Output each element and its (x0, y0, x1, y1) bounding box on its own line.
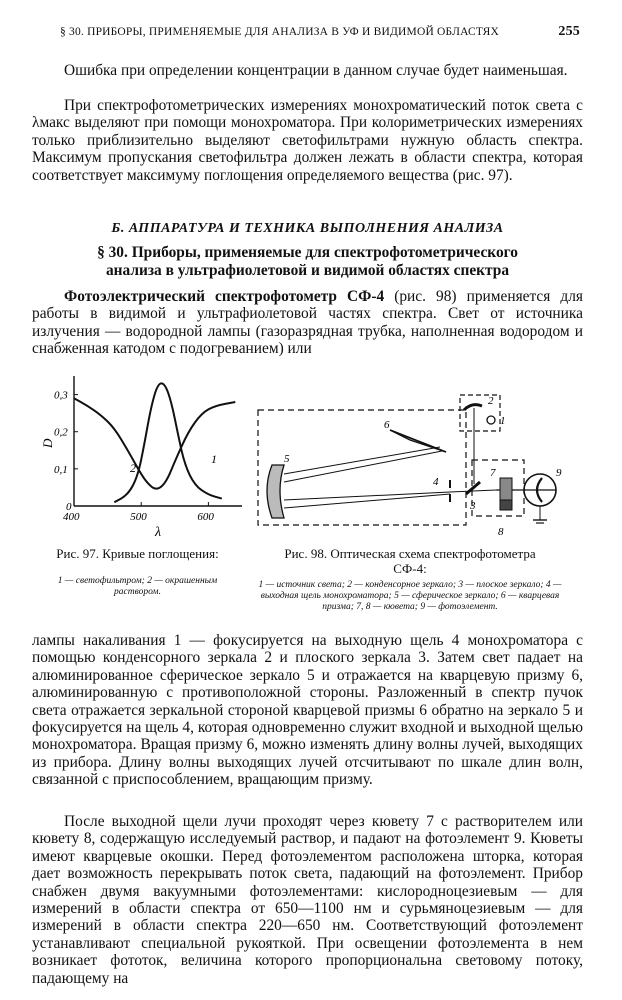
label-9: 9 (556, 467, 562, 479)
instrument-name: Фотоэлектрический спектрофотометр СФ-4 (64, 288, 385, 305)
beam (450, 490, 496, 492)
paragraph-3-text: (рис. 98) применяется для работы в видимой и ультрафиолетовой частях спектра. Свет от источника излучения — водородной лампы (газоразрядная трубка, наполненная водородом и снабженная катодом с подогреванием) или (32, 288, 583, 358)
y-tick-label: 0 (66, 501, 72, 513)
y-tick-label: 0,2 (54, 426, 68, 439)
paragraph-1: Ошибка при определении концентрации в данном случае будет наименьшая. (64, 62, 568, 79)
paragraph-3 (32, 288, 583, 358)
label-2: 2 (488, 395, 494, 407)
x-tick-label: 600 (197, 511, 214, 523)
curve-1-series (74, 398, 235, 488)
figure-98 (250, 390, 570, 620)
cuvette-compartment (472, 460, 524, 516)
label-8: 8 (498, 526, 504, 538)
x-tick-label: 500 (130, 511, 147, 523)
paragraph-5: После выходной щели лучи проходят через кювету 7 с растворителем или кювету 8, содержащую исследуемый раствор, и падают на фотоэлемент 9. Кюветы имеют кварцевые окошки. Перед фотоэлементом расположена шторка, которая дает возможность перекрывать поток света, падающий на фотоэлемент. Прибор снабжен двумя вакуумными фотоэлементами: кислородноцезиевым — для измерений в области спектра от 650—1100 нм и сурьмяноцезиевым — для измерений в области спектра 220—650 нм. Соответствующий фотоэлемент устанавливают специальной рукояткой. При освещении фотоэлемента в нем возникает фототок, величина которого пропорциональна световому потоку, падающему на (32, 813, 583, 987)
plane-mirror-3 (466, 482, 480, 494)
figure-98-caption (250, 546, 570, 576)
optical-scheme-diagram (250, 390, 570, 540)
light-source-1 (487, 416, 495, 424)
label-3: 3 (470, 500, 476, 512)
cuvette-8 (500, 500, 512, 510)
label-6: 6 (384, 419, 390, 431)
beam (284, 447, 440, 474)
y-tick-label: 0,3 (54, 389, 68, 402)
beam (284, 451, 442, 482)
paragraph-2: При спектрофотометрических измерениях монохроматический поток света с λмакс выделяют при помощи монохроматора. При колориметрических измерениях только приблизительно выделяют светофильтрами нужную область спектра. Максимум пропускания светофильтра должен лежать в области спектра, которая соответствует максимуму поглощения определяемого вещества (рис. 97). (32, 97, 583, 184)
paragraph-4: лампы накаливания 1 — фокусируется на выходную щель 4 монохроматора с помощью конденсорного зеркала 2 и плоского зеркала 3. Затем свет падает на алюминированное сферическое зеркало 5 и отражается на кварцевую призму 6, алюминированную с противоположной стороны. Разложенный в спектр пучок света отражается зеркальной стороной кварцевой призмы 6 обратно на зеркало 5 и фокусируется на щель 4, которая одновременно служит входной и выходной щелью монохроматора. Вращая призму 6, можно изменять длину волны лучей, выходящих из прибора. Длину волны выходящих лучей отсчитывают по шкале длин волн, связанной с приспособлением, вращающим призму. (32, 632, 583, 789)
figure-98-caption-line1: Рис. 98. Оптическая схема спектрофотометра (284, 546, 536, 561)
label-7: 7 (490, 467, 496, 479)
label-5: 5 (284, 453, 290, 465)
curve-2-label: 2 (130, 461, 136, 475)
paragraph-heading-line1: § 30. Приборы, применяемые для спектрофотометрического (97, 244, 518, 261)
paragraph-heading (32, 244, 583, 280)
condenser-mirror-2 (464, 405, 482, 410)
figure-97-caption: Рис. 97. Кривые поглощения: (56, 546, 219, 561)
curve-2-series (114, 383, 222, 502)
section-heading: Б. АППАРАТУРА И ТЕХНИКА ВЫПОЛНЕНИЯ АНАЛИЗА (111, 221, 504, 236)
page-number: 255 (558, 24, 580, 39)
x-axis-label: λ (155, 525, 162, 540)
figure-98-legend: 1 — источник света; 2 — конденсорное зеркало; 3 — плоское зеркало; 4 — выходная щель монохроматора; 5 — сферическое зеркало; 6 — кварцевая призма; 7, 8 — кювета; 9 — фотоэлемент. (258, 580, 562, 612)
figure-97-legend: 1 — светофильтром; 2 — окрашенным раствором. (57, 576, 218, 597)
running-header (60, 26, 580, 38)
x-tick-label: 400 (63, 511, 80, 523)
paragraph-heading-line2: анализа в ультрафиолетовой и видимой областях спектра (105, 262, 510, 279)
curve-1-label: 1 (211, 452, 217, 466)
label-1: 1 (500, 415, 506, 427)
y-axis-label: D (40, 438, 55, 448)
running-title: § 30. ПРИБОРЫ, ПРИМЕНЯЕМЫЕ ДЛЯ АНАЛИЗА В УФ И ВИДИМОЙ ОБЛАСТЯХ (60, 26, 500, 38)
label-4: 4 (433, 476, 439, 488)
cuvette-7 (500, 478, 512, 500)
y-tick-label: 0,1 (54, 463, 68, 476)
spherical-mirror-5 (267, 465, 284, 518)
figure-97 (30, 370, 245, 620)
prism-back (390, 430, 446, 452)
figure-98-caption-line2: СФ-4: (393, 561, 427, 576)
absorption-curves-chart (30, 370, 245, 540)
